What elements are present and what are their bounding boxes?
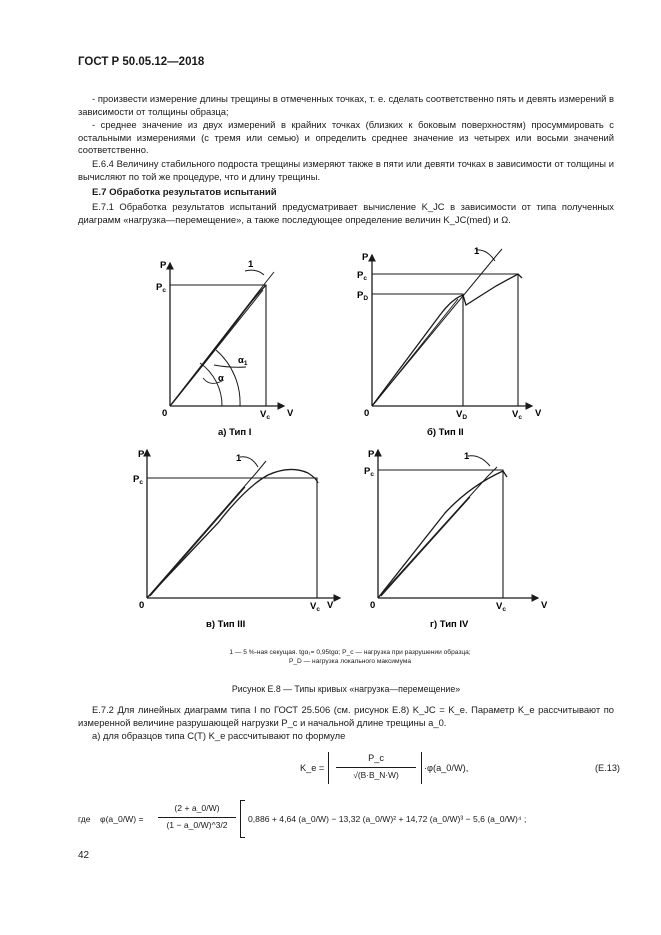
g4-p-axis-label: P — [368, 449, 375, 460]
g2-curve-inner — [374, 299, 458, 404]
figure-e8-graphs — [0, 235, 661, 640]
document-header: ГОСТ Р 50.05.12—2018 — [78, 56, 205, 68]
phi-bracket — [240, 800, 245, 838]
g4-v-axis-label: V — [541, 600, 548, 611]
g1-angle-arc-alpha — [200, 363, 222, 406]
g4-pc-label: $P_c$ — [364, 466, 374, 478]
phi-numerator: (2 + a_0/W) — [174, 803, 220, 813]
eq13-numerator: P_c — [368, 753, 384, 763]
g4-leader-line — [468, 456, 490, 466]
eq13-denominator: √(B·B_N·W) — [353, 770, 399, 780]
g3-vc-label: $V_c$ — [310, 601, 320, 613]
g3-leader-line — [240, 457, 258, 467]
g1-curve-inner — [172, 290, 263, 404]
eq13-lhs: K_e = — [300, 763, 325, 773]
phi-fraction-bar — [158, 817, 236, 818]
g3-reference-lines — [147, 478, 317, 598]
g4-curve-inner — [381, 497, 470, 596]
section-heading-e7: Е.7 Обработка результатов испытаний — [92, 187, 277, 198]
phi-series: 0,886 + 4,64 (a_0/W) − 13,32 (a_0/W)² + 14,72 (a_0/W)³ − 5,6 (a_0/W)⁴ ; — [248, 814, 527, 824]
g3-curve-inner — [150, 487, 245, 596]
g4-caption: г) Тип IV — [430, 619, 469, 630]
figure-legend-line2: P_D — нагрузка локального максимума — [288, 658, 412, 665]
g4-load-curve — [378, 471, 507, 598]
g1-p-axis-label: P — [160, 260, 167, 271]
g2-v-axis-label: V — [535, 408, 542, 419]
g1-vc-label: $V_c$ — [260, 409, 270, 421]
g1-origin-label: 0 — [162, 408, 168, 419]
eq13-fraction-bar — [336, 767, 416, 768]
g1-leader-line — [245, 270, 264, 275]
paragraph-e64: Е.6.4 Величину стабильного подроста трещины измеряют также в пяти или девяти точках в зависимости от толщины и вычисляют по той же процедуре, что и длину трещины. — [78, 158, 614, 182]
g1-alpha1-label: $\alpha_1$ — [238, 355, 248, 367]
equation-phi — [78, 800, 618, 840]
g4-origin-label: 0 — [370, 600, 376, 611]
g4-secant-number: 1 — [464, 451, 470, 462]
g3-v-axis-label: V — [327, 600, 334, 611]
g1-v-axis-label: V — [287, 408, 294, 419]
g2-pc-label: $P_c$ — [357, 270, 367, 282]
g3-secant-number: 1 — [236, 453, 242, 464]
paragraph-average-values: - среднее значение из двух измерений в крайних точках (близких к боковым поверхностям) просуммировать с остальными измерениями (с тремя или семью) и определить среднее значение из четырех или восьми значений соответственно. — [78, 119, 614, 156]
g1-caption: а) Тип I — [218, 427, 252, 438]
g2-vd-label: $V_D$ — [456, 409, 468, 421]
g3-secant — [147, 461, 266, 598]
page-number: 42 — [78, 850, 90, 861]
g1-pc-label: $P_c$ — [156, 282, 166, 294]
equation-e13 — [300, 752, 620, 788]
g1-secant — [170, 272, 274, 406]
figure-caption: Рисунок Е.8 — Типы кривых «нагрузка—перемещение» — [231, 684, 461, 694]
g4-vc-label: $V_c$ — [496, 601, 506, 613]
g3-load-curve — [147, 469, 318, 598]
eq13-number: (Е.13) — [594, 763, 620, 773]
g1-secant-number: 1 — [248, 259, 254, 270]
paragraph-measure-points: - произвести измерение длины трещины в отмеченных точках, т. е. сделать соответственно пять и девять измерений в зависимости от толщины образца; — [78, 93, 614, 117]
paragraph-e72: Е.7.2 Для линейных диаграмм типа I по ГОСТ 25.506 (см. рисунок Е.8) K_JC = K_e. Параметр K_e рассчитывают по измеренной величине разрушающей нагрузки P_c и начальной длине трещины a_0. — [78, 704, 614, 728]
g2-caption: б) Тип II — [427, 427, 464, 438]
g3-pc-label: $P_c$ — [133, 474, 143, 486]
phi-where: где — [78, 814, 91, 824]
g1-alpha-label: α — [218, 373, 224, 384]
g3-origin-label: 0 — [139, 600, 145, 611]
paragraph-e71: Е.7.1 Обработка результатов испытаний предусматривает вычисление K_JC в зависимости от типа полученных диаграмм «нагрузка—перемещение», а также последующее определение величин K_JC(med) и Ω. — [78, 201, 614, 225]
paragraph-ct-formula-intro: а) для образцов типа С(Т) K_e рассчитывают по формуле — [92, 730, 346, 741]
g3-caption: в) Тип III — [206, 619, 246, 630]
g2-p-axis-label: P — [362, 252, 369, 263]
g2-secant-number: 1 — [474, 246, 480, 257]
eq13-tail: ·φ(a_0/W), — [424, 763, 469, 773]
figure-legend-line1: 1 — 5 %-ная секущая. tgα₁= 0,95tgα; P_c — нагрузка при разрушении образца; — [229, 649, 471, 656]
phi-lhs: φ(a_0/W) = — [100, 814, 144, 824]
g2-vc-label: $V_c$ — [512, 409, 522, 421]
g2-pd-label: $P_D$ — [357, 290, 369, 302]
g3-p-axis-label: P — [138, 449, 145, 460]
phi-denominator: (1 − a_0/W)^3/2 — [166, 820, 228, 830]
g2-origin-label: 0 — [364, 408, 370, 419]
